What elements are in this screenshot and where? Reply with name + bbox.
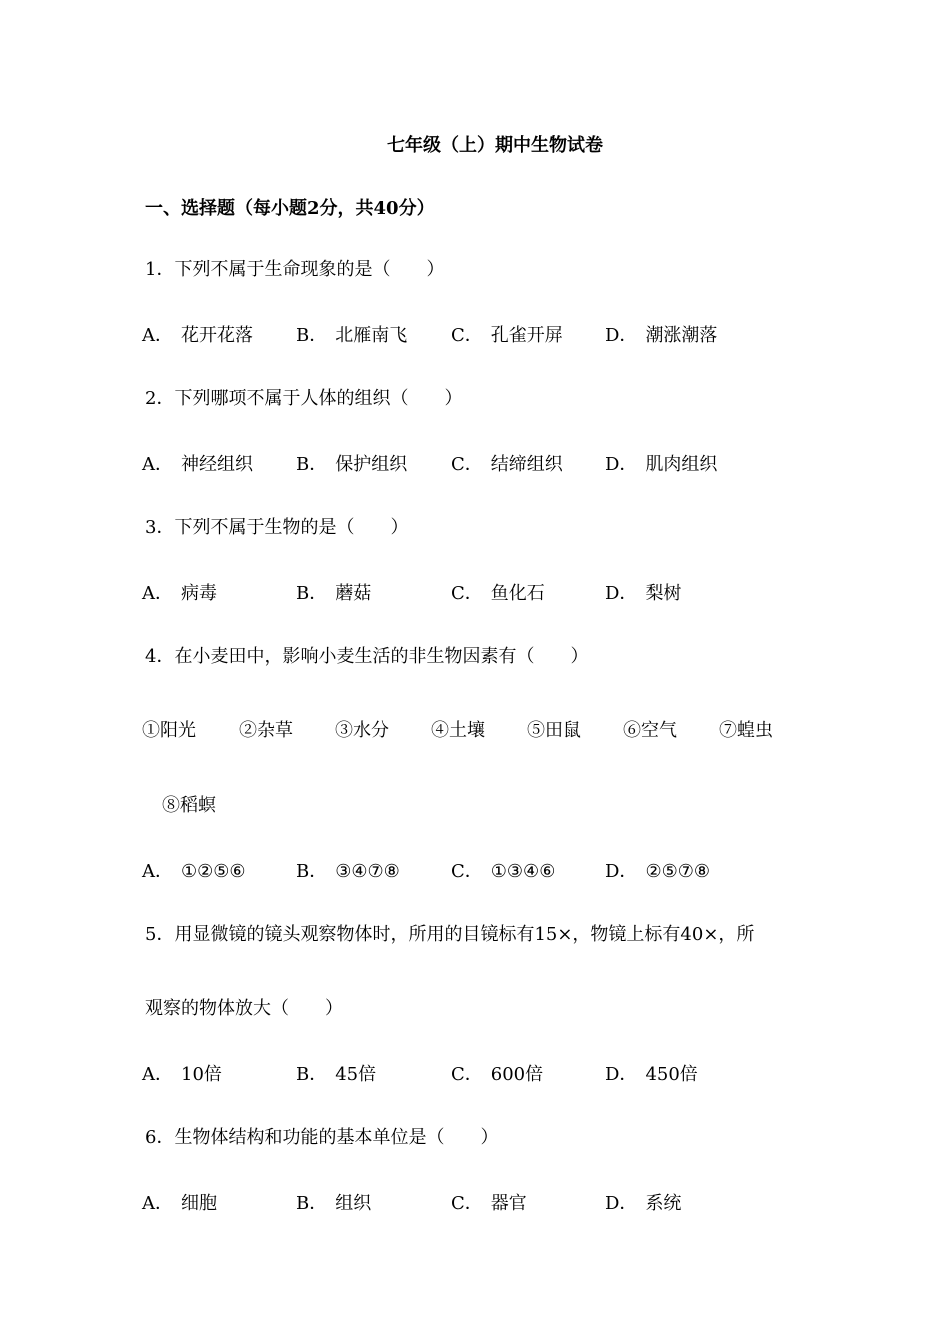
option-d: D． ②⑤⑦⑧ <box>605 861 710 882</box>
option-d: D． 潮涨潮落 <box>605 325 718 346</box>
option-a: A． 细胞 <box>142 1193 217 1214</box>
option-c: C． 600倍 <box>451 1064 544 1085</box>
page-title: 七年级（上）期中生物试卷 <box>387 135 603 156</box>
question-stem: 2．下列哪项不属于人体的组织（ ） <box>145 388 463 409</box>
question-stem: 4．在小麦田中，影响小麦生活的非生物因素有（ ） <box>145 646 589 667</box>
question-stem: 6．生物体结构和功能的基本单位是（ ） <box>145 1127 499 1148</box>
option-d: D． 450倍 <box>605 1064 698 1085</box>
option-c: C． 鱼化石 <box>451 583 545 604</box>
factor-item: ⑤田鼠 <box>527 720 581 741</box>
question-stem-continued: 观察的物体放大（ ） <box>145 998 343 1019</box>
option-b: B． 组织 <box>296 1193 372 1214</box>
option-a: A． ①②⑤⑥ <box>142 861 246 882</box>
option-d: D． 梨树 <box>605 583 682 604</box>
question-stem: 5．用显微镜的镜头观察物体时，所用的目镜标有15×，物镜上标有40×，所 <box>145 924 755 945</box>
factor-item: ②杂草 <box>239 720 293 741</box>
factor-item: ①阳光 <box>142 720 196 741</box>
option-c: C． 结缔组织 <box>451 454 563 475</box>
option-d: D． 肌肉组织 <box>605 454 718 475</box>
option-c: C． 孔雀开屏 <box>451 325 563 346</box>
section-heading: 一、选择题（每小题2分，共40分） <box>145 198 435 219</box>
option-b: B． 蘑菇 <box>296 583 372 604</box>
factor-item: ⑦蝗虫 <box>719 720 773 741</box>
question-stem: 1．下列不属于生命现象的是（ ） <box>145 259 445 280</box>
option-c: C． 器官 <box>451 1193 527 1214</box>
option-c: C． ①③④⑥ <box>451 861 556 882</box>
factor-item: ⑥空气 <box>623 720 677 741</box>
factor-item: ④土壤 <box>431 720 485 741</box>
factor-item: ⑧稻螟 <box>162 795 216 816</box>
option-b: B． 北雁南飞 <box>296 325 408 346</box>
question-stem: 3．下列不属于生物的是（ ） <box>145 517 409 538</box>
option-a: A． 神经组织 <box>142 454 253 475</box>
factor-item: ③水分 <box>335 720 389 741</box>
option-b: B． 45倍 <box>296 1064 377 1085</box>
option-b: B． 保护组织 <box>296 454 408 475</box>
option-a: A． 10倍 <box>142 1064 222 1085</box>
option-a: A． 病毒 <box>142 583 217 604</box>
option-d: D． 系统 <box>605 1193 682 1214</box>
option-b: B． ③④⑦⑧ <box>296 861 400 882</box>
option-a: A． 花开花落 <box>142 325 253 346</box>
